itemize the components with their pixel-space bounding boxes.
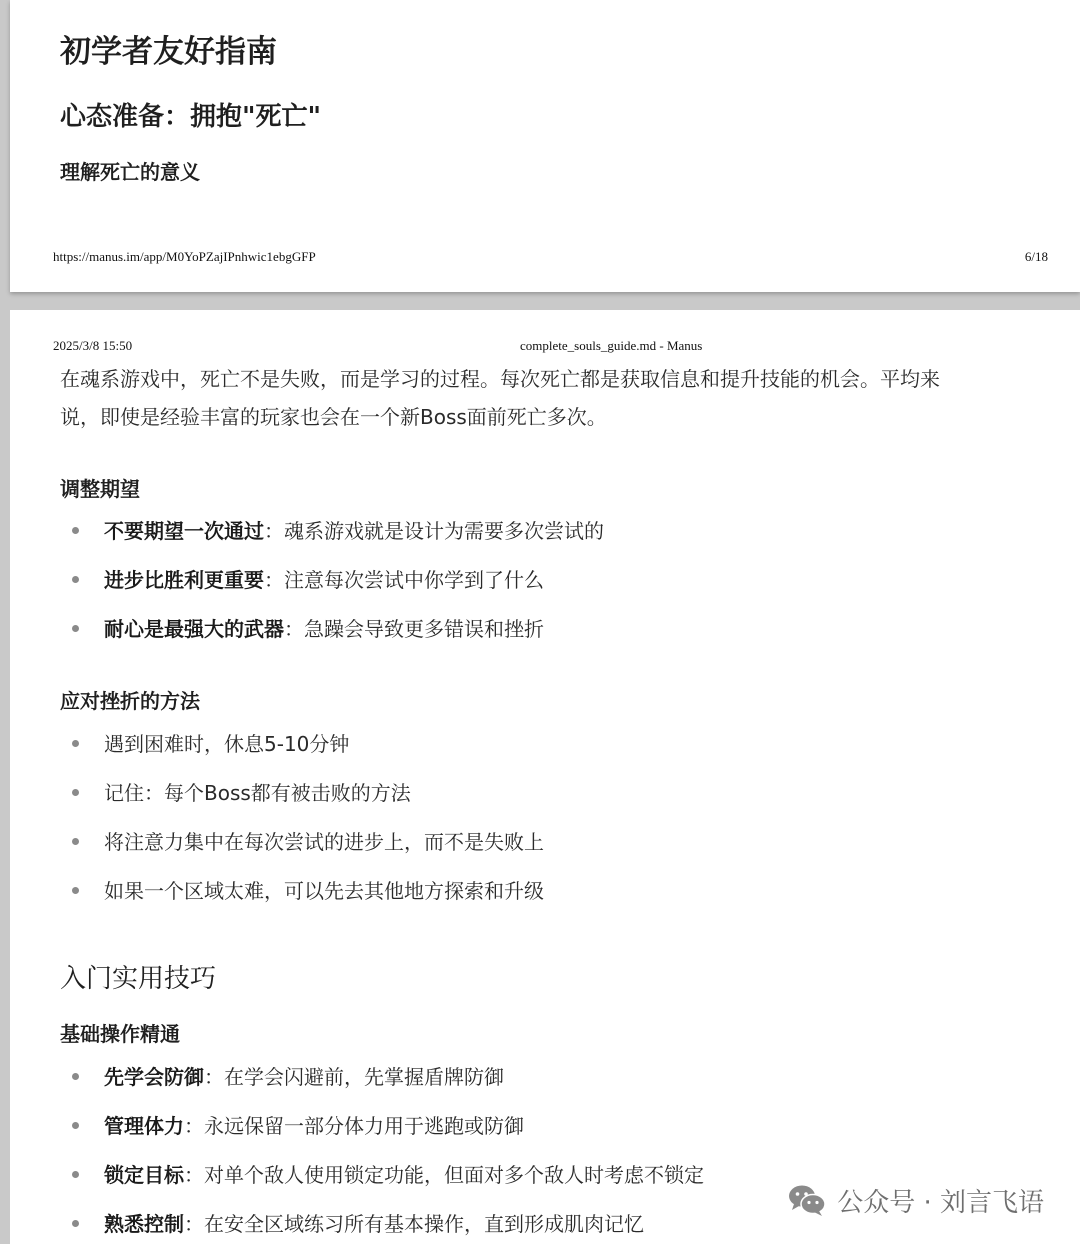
heading-handle-frustration: 应对挫折的方法	[60, 689, 200, 713]
wechat-icon	[787, 1183, 827, 1217]
bullet-icon	[72, 1122, 79, 1129]
heading-beginner-guide: 初学者友好指南	[60, 34, 277, 70]
wechat-watermark	[787, 1182, 1044, 1218]
heading-basic-controls: 基础操作精通	[60, 1022, 180, 1046]
heading-mindset: 心态准备：拥抱"死亡"	[60, 102, 322, 132]
bullet-icon	[72, 1171, 79, 1178]
bullet-icon	[72, 1073, 79, 1080]
intro-line-2: 说，即使是经验丰富的玩家也会在一个新Boss面前死亡多次。	[60, 405, 607, 429]
bullet-icon	[72, 740, 79, 747]
bullet-icon	[72, 887, 79, 894]
watermark-text: 公众号 · 刘言飞语	[837, 1187, 1044, 1218]
pdf-page-previous	[10, 0, 1080, 292]
heading-understand-death: 理解死亡的意义	[60, 160, 200, 184]
header-title: complete_souls_guide.md - Manus	[520, 338, 703, 353]
heading-adjust-expectations: 调整期望	[60, 477, 140, 501]
bullet-icon	[72, 1220, 79, 1227]
header-date: 2025/3/8 15:50	[53, 338, 133, 353]
heading-practical-tips: 入门实用技巧	[60, 964, 217, 994]
bullet-icon	[72, 576, 79, 583]
bullet-icon	[72, 789, 79, 796]
intro-line-1: 在魂系游戏中，死亡不是失败，而是学习的过程。每次死亡都是获取信息和提升技能的机会。平均来	[60, 367, 940, 391]
bullet-icon	[72, 625, 79, 632]
pdf-page-current: 2025/3/8 15:50 complete_souls_guide.md - Manus 在魂系游戏中，死亡不是失败，而是学习的过程。每次死亡都是获取信息和提升技能的机会。平均来 说，即使是经验丰富的玩家也会在一个新Boss面前死亡多次。 调整期望 不要期望一次通过：魂系游戏就是设计为需要多次尝试的 进步比胜利更重要：注意每次尝试中你学到了什么 耐心是最强大的武器：急躁会导致更多错误和挫折 应对挫折的方法 遇到困难时，休息5-10分钟 记住：每个Boss都有被击败的方法 将注意力集中在每次尝试的进步上，而不是失败上 如果一个区域太难，可以先去其他地方探索和升级 入门实用技巧 基础操作精通 先学会防御：在学会闪避前，先掌握盾牌防御 管理体力：永远保留一部分体力用于逃跑或防御 锁定目标：对单个敌人使用锁定功能，但面对多个敌人时考虑不锁定 熟悉控制：在安全区域练习所有基本操作，直到形成肌肉记忆	[10, 310, 1080, 1244]
footer-page-number: 6/18	[1024, 249, 1048, 264]
footer-url: https://manus.im/app/M0YoPZajIPnhwic1ebgGFP	[53, 249, 316, 264]
bullet-icon	[72, 838, 79, 845]
bullet-icon	[72, 527, 79, 534]
intro-paragraph	[60, 360, 1035, 436]
